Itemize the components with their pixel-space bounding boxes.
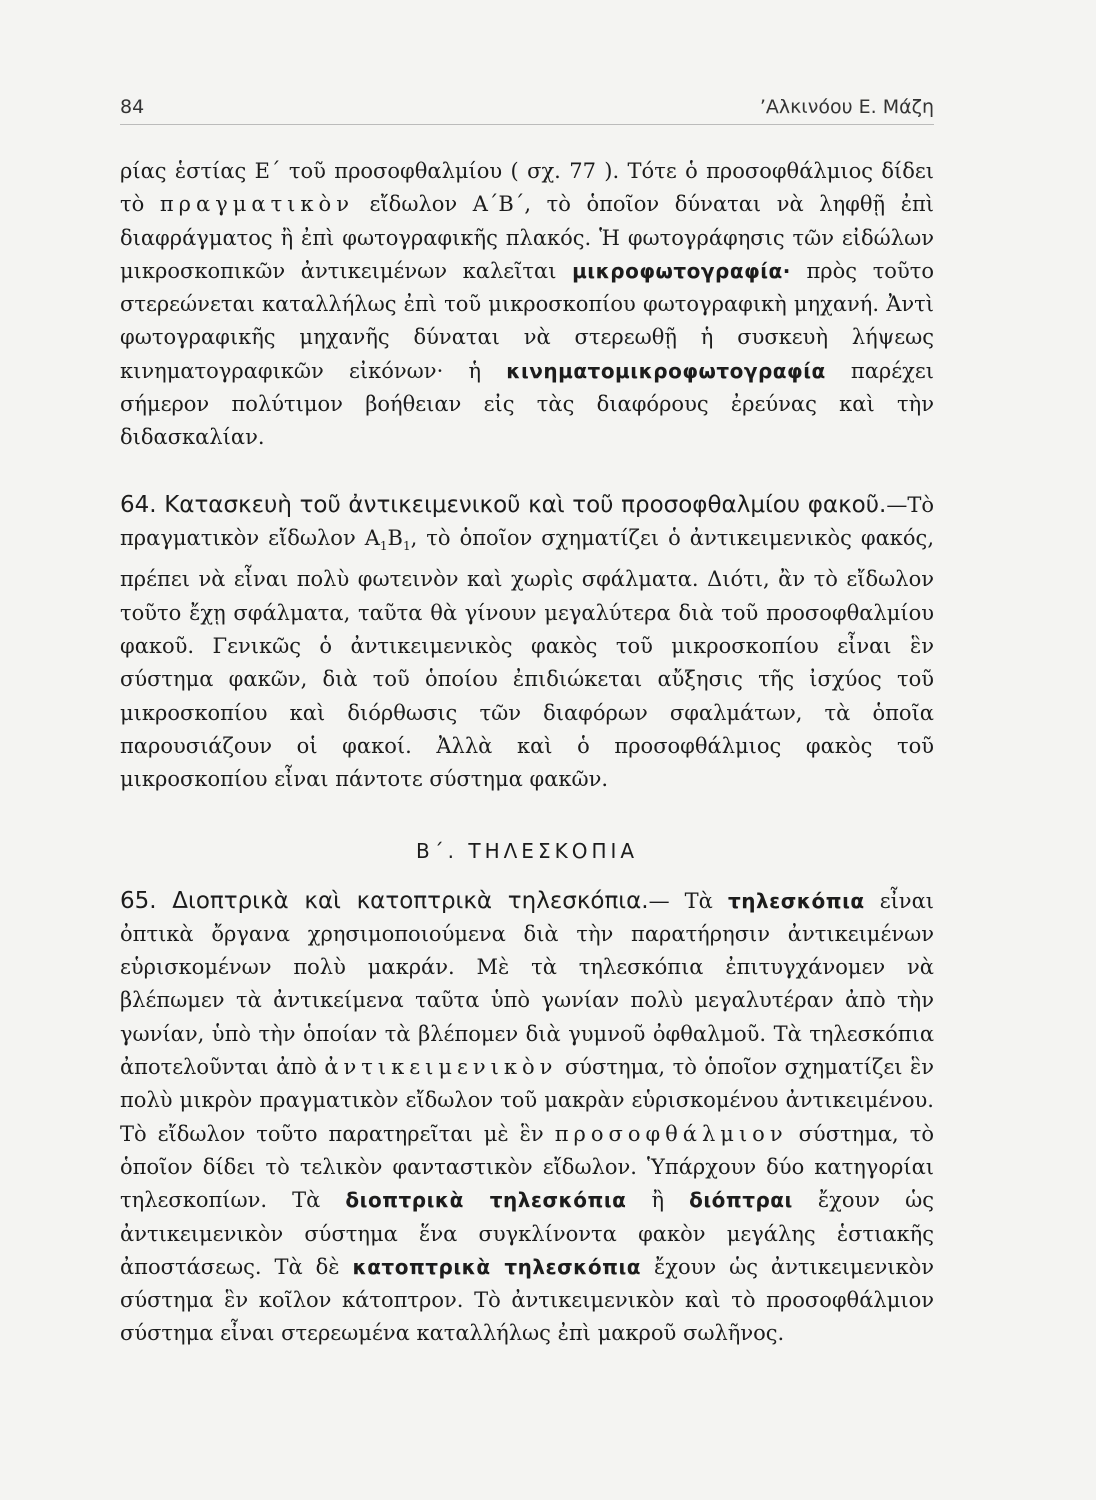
bold-term: τηλεσκόπια <box>727 888 865 913</box>
bold-term: κινηματομικροφωτογραφία <box>506 358 826 383</box>
text-span: ἔχουν ὡς ἀντικειμενικὸν σύστημα ἓν κοῖλον κάτοπτρον. Τὸ ἀντικειμενικὸν καὶ τὸ προσοφθάλμιον σύστημα εἶναι στερεωμένα καταλλήλως ἐπὶ μακροῦ σωλῆνος. <box>120 1254 934 1346</box>
subscript: 1 <box>402 539 411 554</box>
text-span: ἢ <box>626 1188 690 1213</box>
chapter-heading: Β΄. ΤΗΛΕΣΚΟΠΙΑ <box>415 838 639 863</box>
text-span: —Τὸ πραγματικὸν εἴδωλον Α <box>120 492 934 550</box>
section-heading: 65. Διοπτρικὰ καὶ κατοπτρικὰ τηλεσκόπια. <box>120 887 649 914</box>
text-span: παρέχει σήμερον πολύτιμον βοήθειαν εἰς τὰς διαφόρους ἐρεύνας καὶ τὴν διδασκαλίαν. <box>120 358 934 450</box>
paragraph-microphotography <box>120 155 934 455</box>
page-number: 84 <box>120 96 145 118</box>
bold-term: κατοπτρικὰ τηλεσκόπια <box>352 1254 641 1279</box>
spaced-term: πραγματικὸν <box>159 192 354 217</box>
section-64-paragraph <box>120 489 934 797</box>
text-span: πρὸς τοῦτο στερεώνεται καταλλήλως ἐπὶ τοῦ μικροσκοπίου φωτογραφικὴ μηχανή. Ἀντὶ φωτογραφικῆς μηχανῆς δύναται νὰ στερεωθῇ ἡ συσκευὴ λήψεως κινηματογραφικῶν εἰκόνων· ἡ <box>120 258 934 383</box>
text-span: σύστημα, τὸ ὁποῖον σχηματίζει ἓν πολὺ μικρὸν πραγματικὸν εἴδωλον τοῦ μακρὰν εὑρισκομένου ἀντικειμένου. Τὸ εἴδωλον τοῦτο παρατηρεῖται μὲ ἓν <box>120 1055 934 1146</box>
text-span: εἶναι ὀπτικὰ ὄργανα χρησιμοποιούμενα διὰ τὴν παρατήρησιν ἀντικειμένων εὑρισκομένων πολὺ μακράν. Μὲ τὰ τηλεσκόπια ἐπιτυγχάνομεν νὰ βλέπωμεν τὰ ἀντικείμενα ταῦτα ὑπὸ γωνίαν πολὺ μεγαλυτέραν ἀπὸ τὴν γωνίαν, ὑπὸ τὴν ὁποίαν τὰ βλέπομεν διὰ γυμνοῦ ὀφθαλμοῦ. Τὰ τηλεσκόπια ἀποτελοῦνται ἀπὸ <box>120 888 934 1080</box>
bold-term: μικροφωτογραφία· <box>572 258 791 283</box>
text-span: — Τὰ <box>648 888 728 913</box>
spaced-term: ἀντικειμενικὸν <box>324 1055 558 1080</box>
text-span: σύστημα, τὸ ὁποῖον δίδει τὸ τελικὸν φανταστικὸν εἴδωλον. Ὑπάρχουν δύο κατηγορίαι τηλεσκοπίων. Τὰ <box>120 1121 934 1213</box>
section-65-paragraph <box>120 885 934 1351</box>
running-title: ’Αλκινόου Ε. Μάζη <box>759 96 934 118</box>
text-span: εἴδωλον Α΄Β΄, τὸ ὁποῖον δύναται νὰ ληφθῇ ἐπὶ διαφράγματος ἢ ἐπὶ φωτογραφικῆς πλακός. Ἡ φωτογράφησις τῶν εἰδώλων μικροσκοπικῶν ἀντικειμένων καλεῖται <box>120 192 935 283</box>
page-header <box>120 96 934 125</box>
text-span: ρίας ἑστίας Ε΄ τοῦ προσοφθαλμίου ( σχ. 77 ). Τότε ὁ προσοφθάλμιος δίδει τὸ <box>120 159 934 217</box>
bold-term: διόπτραι <box>689 1188 793 1213</box>
book-page <box>120 96 934 1351</box>
spaced-term: προσοφθάλμιον <box>554 1121 788 1146</box>
bold-term: διοπτρικὰ τηλεσκόπια <box>345 1188 627 1213</box>
text-span: Β <box>387 525 403 550</box>
text-span: ἔχουν ὡς ἀντικειμενικὸν σύστημα ἕνα συγκλίνοντα φακὸν μεγάλης ἑστιακῆς ἀποστάσεως. Τὰ δὲ <box>120 1188 934 1279</box>
text-span: , τὸ ὁποῖον σχηματίζει ὁ ἀντικειμενικὸς φακός, πρέπει νὰ εἶναι πολὺ φωτεινὸν καὶ χωρὶς σφάλματα. Διότι, ἂν τὸ εἴδωλον τοῦτο ἔχῃ σφάλματα, ταῦτα θὰ γίνουν μεγαλύτερα διὰ τοῦ προσοφθαλμίου φακοῦ. Γενικῶς ὁ ἀντικειμενικὸς φακὸς τοῦ μικροσκοπίου εἶναι ἓν σύστημα φακῶν, διὰ τοῦ ὁποίου ἐπιδιώκεται αὔξησις τῆς ἰσχύος τοῦ μικροσκοπίου καὶ διόρθωσις τῶν διαφόρων σφαλμάτων, τὰ ὁποῖα παρουσιάζουν οἱ φακοί. Ἀλλὰ καὶ ὁ προσοφθάλμιος φακὸς τοῦ μικροσκοπίου εἶναι πάντοτε σύστημα φακῶν. <box>120 525 934 792</box>
subscript: 1 <box>379 539 388 554</box>
section-heading: 64. Κατασκευὴ τοῦ ἀντικειμενικοῦ καὶ τοῦ προσοφθαλμίου φακοῦ. <box>120 491 887 518</box>
